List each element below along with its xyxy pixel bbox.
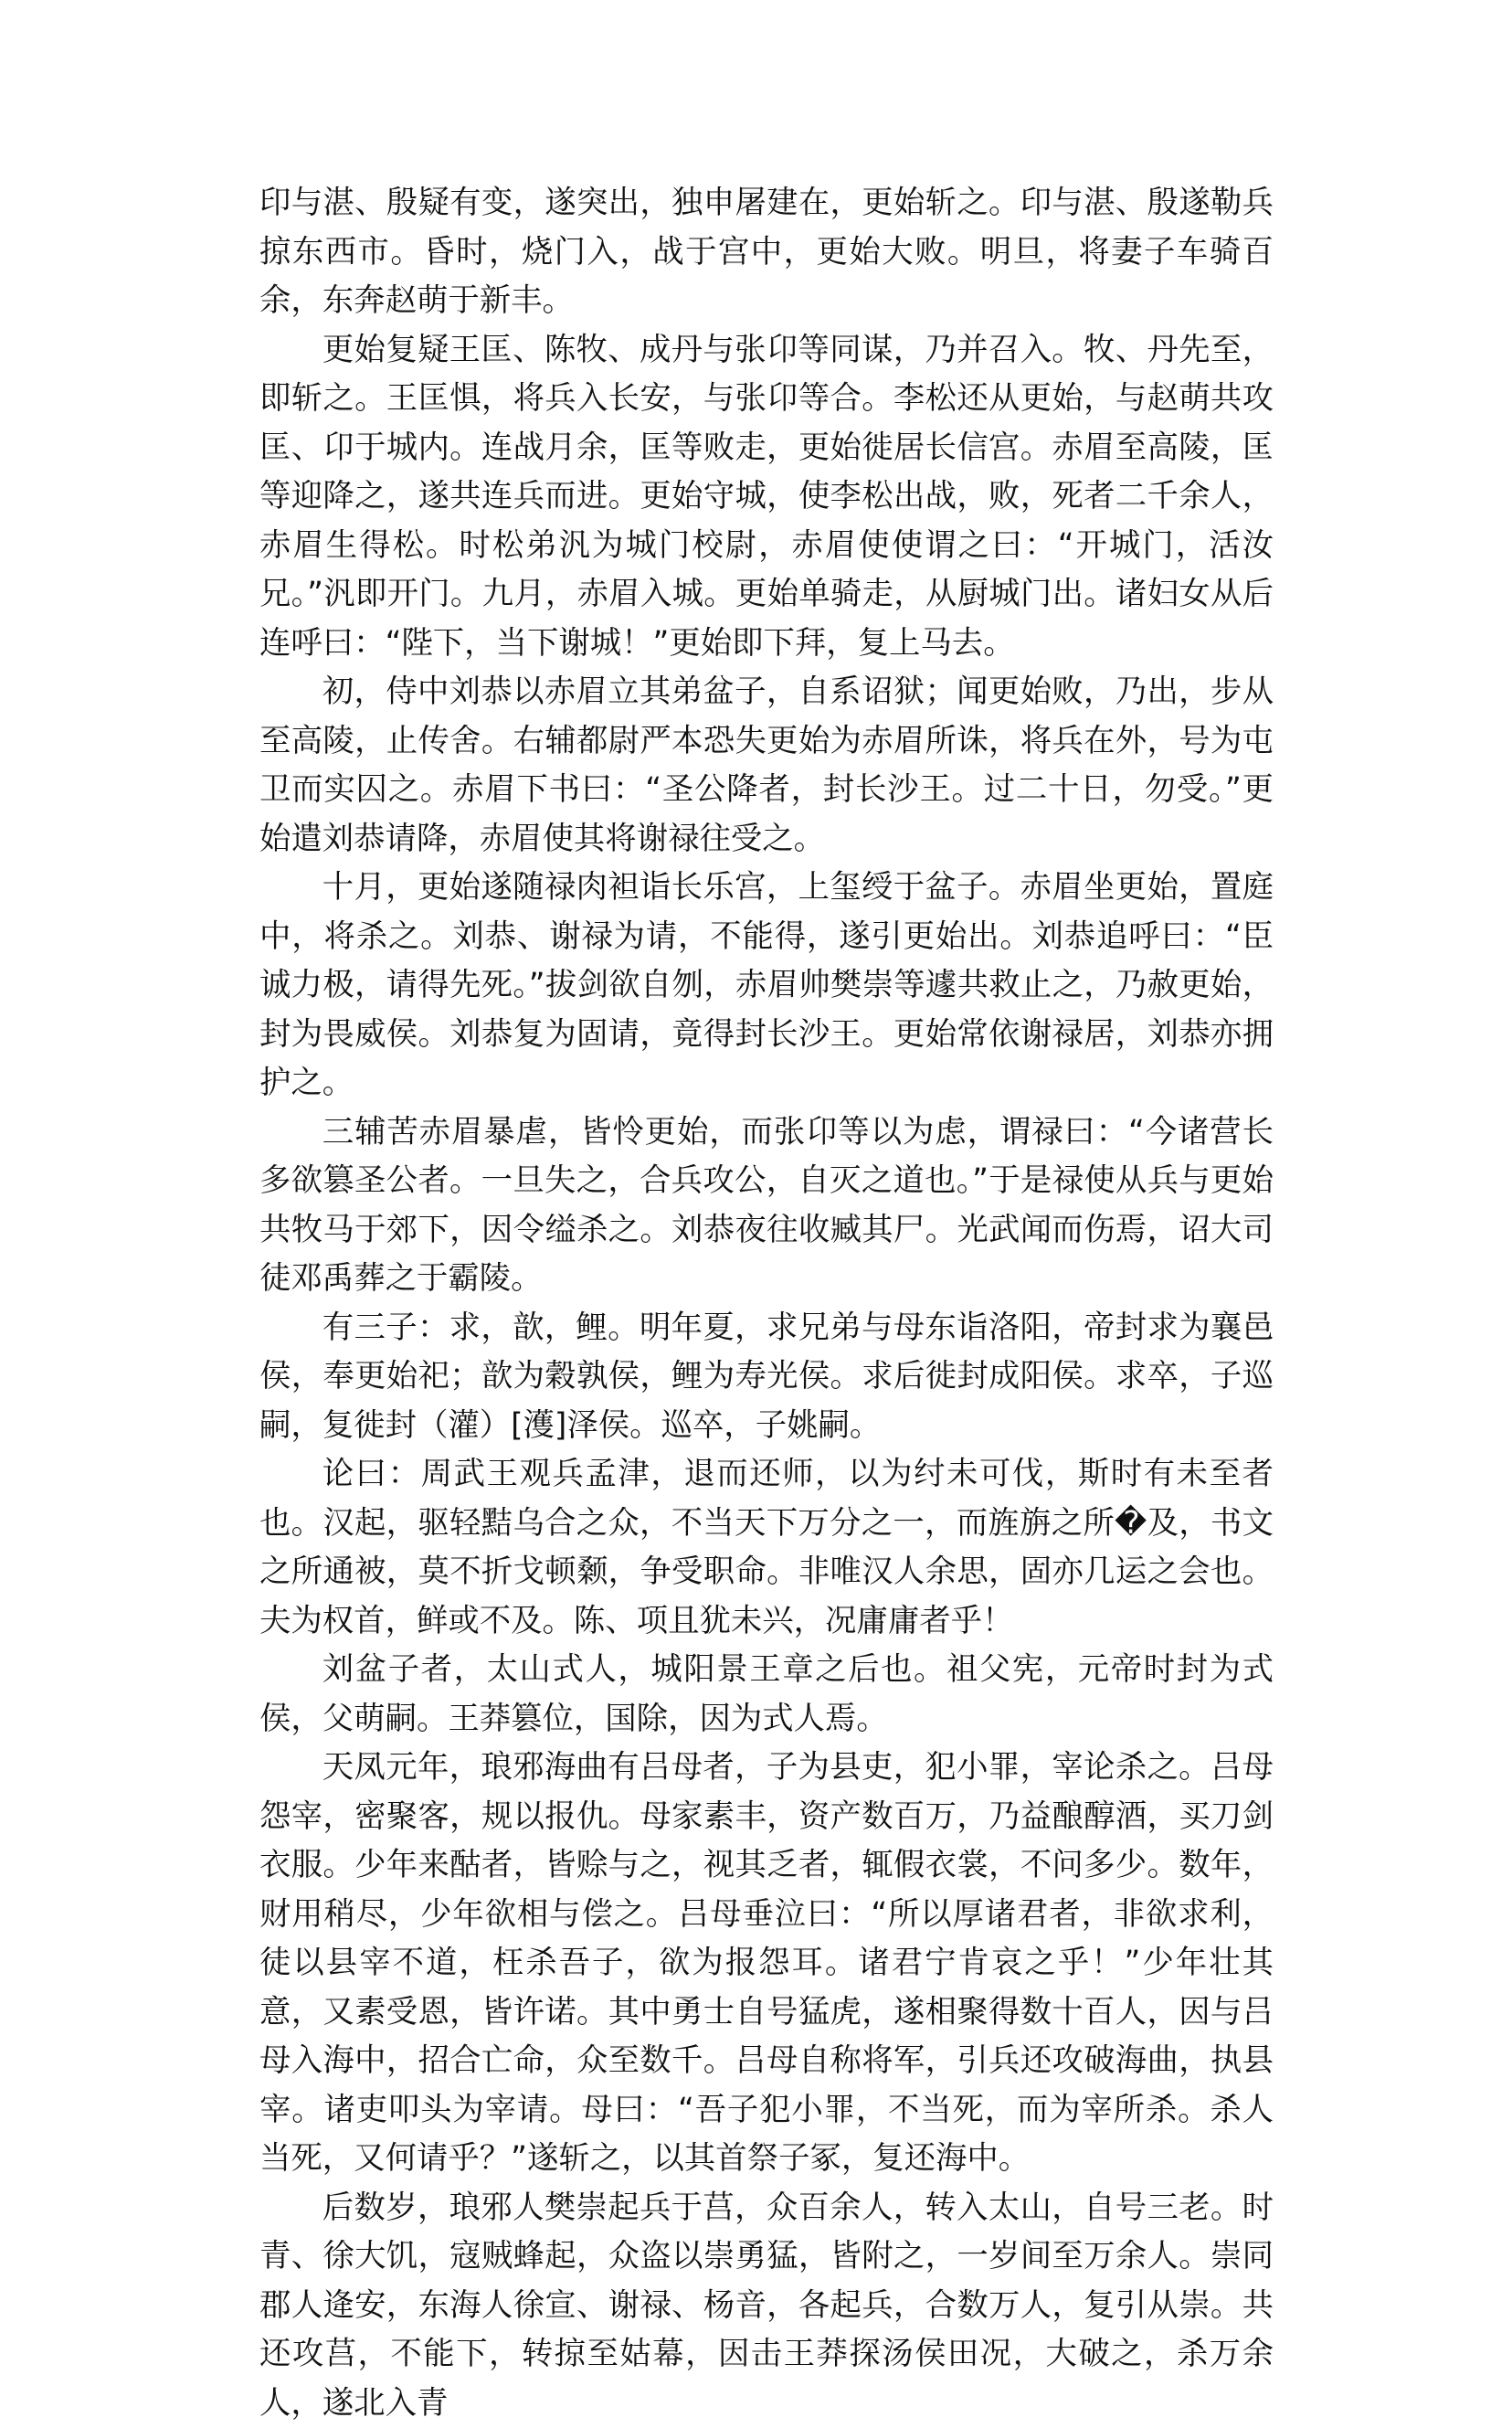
document-body bbox=[259, 179, 1274, 2428]
paragraph-7: 论曰：周武王观兵孟津，退而还师，以为纣未可伐，斯时有未至者也。汉起，驱轻黠乌合之众，不当天下万分之一，而旌旃之所�及，书文之所通被，莫不折戈顿颡，争受职命。非唯汉人余思，固亦几运之会也。夫为权首，鲜或不及。陈、项且犹未兴，况庸庸者乎！ bbox=[259, 1450, 1274, 1646]
paragraph-3: 初，侍中刘恭以赤眉立其弟盆子，自系诏狱；闻更始败，乃出，步从至高陵，止传舍。右辅都尉严本恐失更始为赤眉所诛，将兵在外，号为屯卫而实囚之。赤眉下书曰：“圣公降者，封长沙王。过二十日，勿受。”更始遣刘恭请降，赤眉使其将谢禄往受之。 bbox=[259, 668, 1274, 864]
paragraph-6: 有三子：求，歆，鲤。明年夏，求兄弟与母东诣洛阳，帝封求为襄邑侯，奉更始祀；歆为穀孰侯，鲤为寿光侯。求后徙封成阳侯。求卒，子巡嗣，复徙封（灌）[濩]泽侯。巡卒，子姚嗣。 bbox=[259, 1304, 1274, 1451]
paragraph-2: 更始复疑王匡、陈牧、成丹与张卬等同谋，乃并召入。牧、丹先至，即斩之。王匡惧，将兵入长安，与张卬等合。李松还从更始，与赵萌共攻匡、卬于城内。连战月余，匡等败走，更始徙居长信宫。赤眉至高陵，匡等迎降之，遂共连兵而进。更始守城，使李松出战，败，死者二千余人，赤眉生得松。时松弟汎为城门校尉，赤眉使使谓之曰：“开城门，活汝兄。”汎即开门。九月，赤眉入城。更始单骑走，从厨城门出。诸妇女从后连呼曰：“陛下，当下谢城！”更始即下拜，复上马去。 bbox=[259, 326, 1274, 669]
paragraph-1: 印与湛、殷疑有变，遂突出，独申屠建在，更始斩之。印与湛、殷遂勒兵掠东西市。昏时，烧门入，战于宫中，更始大败。明旦，将妻子车骑百余，东奔赵萌于新丰。 bbox=[259, 179, 1274, 326]
paragraph-5: 三辅苦赤眉暴虐，皆怜更始，而张卬等以为虑，谓禄曰：“今诸营长多欲篡圣公者。一旦失之，合兵攻公，自灭之道也。”于是禄使从兵与更始共牧马于郊下，因令缢杀之。刘恭夜往收臧其尸。光武闻而伤焉，诏大司徒邓禹葬之于霸陵。 bbox=[259, 1108, 1274, 1304]
paragraph-8: 刘盆子者，太山式人，城阳景王章之后也。祖父宪，元帝时封为式侯，父萌嗣。王莽篡位，国除，因为式人焉。 bbox=[259, 1646, 1274, 1744]
paragraph-9: 天凤元年，琅邪海曲有吕母者，子为县吏，犯小罪，宰论杀之。吕母怨宰，密聚客，规以报仇。母家素丰，资产数百万，乃益酿醇酒，买刀剑衣服。少年来酤者，皆赊与之，视其乏者，辄假衣裳，不问多少。数年，财用稍尽，少年欲相与偿之。吕母垂泣曰：“所以厚诸君者，非欲求利，徒以县宰不道，枉杀吾子，欲为报怨耳。诸君宁肯哀之乎！”少年壮其意，又素受恩，皆许诺。其中勇士自号猛虎，遂相聚得数十百人，因与吕母入海中，招合亡命，众至数千。吕母自称将军，引兵还攻破海曲，执县宰。诸吏叩头为宰请。母曰：“吾子犯小罪，不当死，而为宰所杀。杀人当死，又何请乎？”遂斩之，以其首祭子冢，复还海中。 bbox=[259, 1744, 1274, 2184]
paragraph-4: 十月，更始遂随禄肉袒诣长乐宫，上玺绶于盆子。赤眉坐更始，置庭中，将杀之。刘恭、谢禄为请，不能得，遂引更始出。刘恭追呼曰：“臣诚力极，请得先死。”拔剑欲自刎，赤眉帅樊崇等遽共救止之，乃赦更始，封为畏威侯。刘恭复为固请，竟得封长沙王。更始常依谢禄居，刘恭亦拥护之。 bbox=[259, 864, 1274, 1108]
paragraph-10: 后数岁，琅邪人樊崇起兵于莒，众百余人，转入太山，自号三老。时青、徐大饥，寇贼蜂起，众盗以崇勇猛，皆附之，一岁间至万余人。崇同郡人逄安，东海人徐宣、谢禄、杨音，各起兵，合数万人，复引从崇。共还攻莒，不能下，转掠至姑幕，因击王莽探汤侯田况，大破之，杀万余人，遂北入青 bbox=[259, 2184, 1274, 2428]
